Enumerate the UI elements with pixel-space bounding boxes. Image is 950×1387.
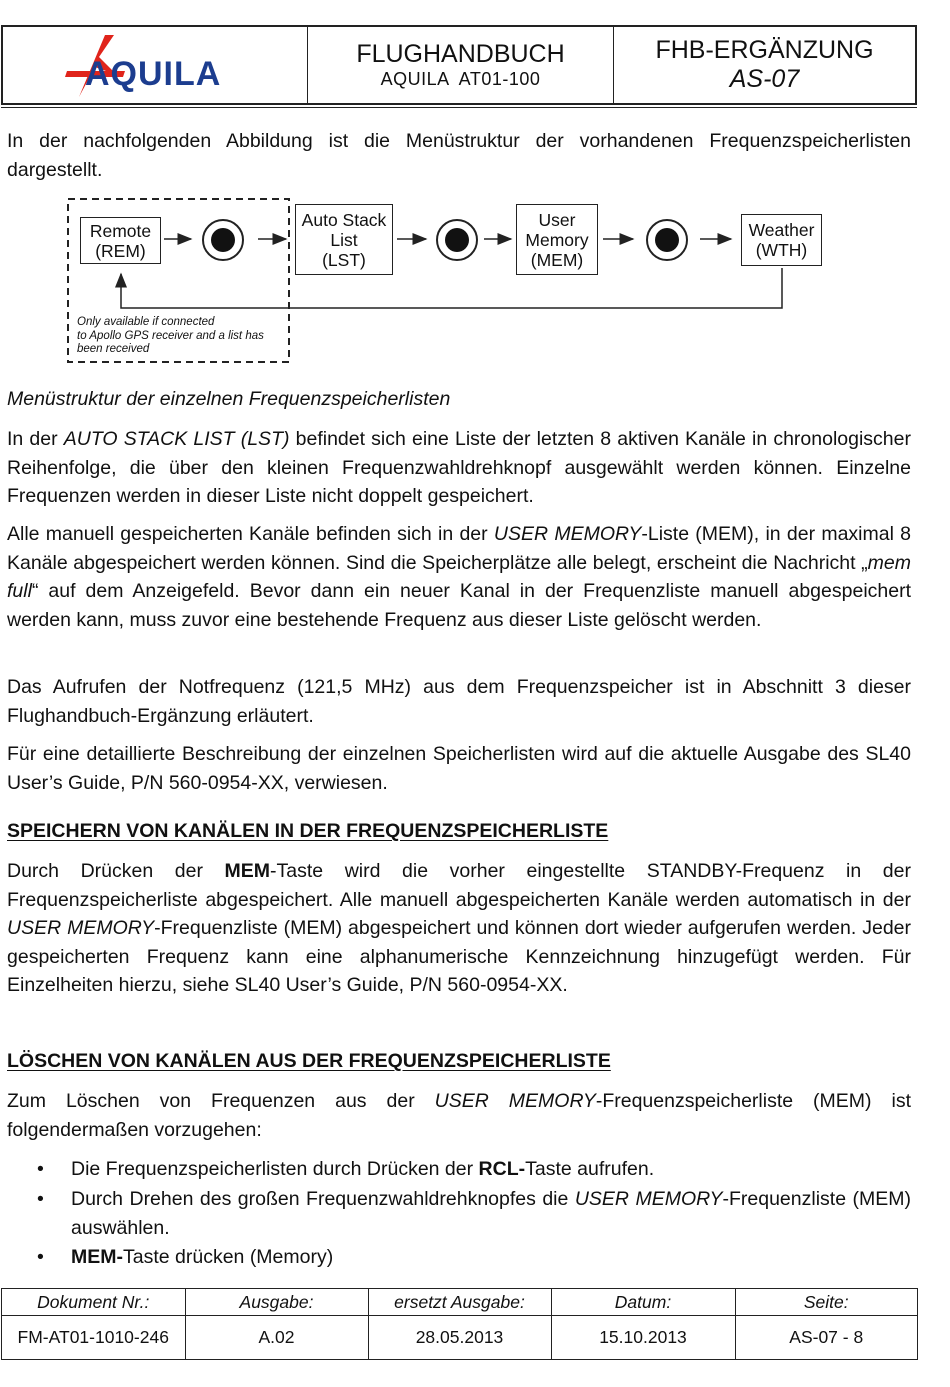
aquila-logo	[65, 27, 245, 103]
return-arrow	[121, 268, 782, 308]
footer-label-page: Seite:	[735, 1289, 917, 1316]
paragraph-delete-channels: Zum Löschen von Frequenzen aus der USER MEMORY-Frequenzspeicherliste (MEM) ist folgendermaßen vorzugehen:	[7, 1090, 911, 1141]
bullet-icon: •	[37, 1158, 44, 1180]
menu-structure-diagram	[0, 190, 950, 370]
list-item: • Durch Drehen des großen Frequenzwahldrehknopfes die USER MEMORY-Frequenzliste (MEM) auswählen.	[7, 1185, 911, 1243]
list-item: • Die Frequenzspeicherlisten durch Drücken der RCL-Taste aufrufen.	[7, 1155, 911, 1184]
knob-icon	[646, 219, 688, 261]
paragraph-save-channels: Durch Drücken der MEM-Taste wird die vorher eingestellte STANDBY-Frequenz in der Frequenzspeicherliste abgespeichert. Alle manuell abgespeicherten Kanäle werden automatisch in der USER MEMORY-Frequenzliste (MEM) abgespeichert und können dort wieder aufgerufen werden. Jeder gespeicherten Frequenz kann eine alphanumerische Kennzeichnung hinzugefügt werden. Für Einzelheiten hierzu, siehe SL40 User’s Guide, P/N 560-0954-XX.	[7, 860, 911, 996]
page-header	[1, 25, 917, 105]
paragraph-emergency-frequency: Das Aufrufen der Notfrequenz (121,5 MHz) aus dem Frequenzspeicher ist in Abschnitt 3 dieser Flughandbuch-Ergänzung erläutert.	[7, 676, 911, 727]
footer-label-issue: Ausgabe:	[185, 1289, 368, 1316]
availability-note: Only available if connected to Apollo GPS receiver and a list has been received	[77, 316, 264, 355]
heading-save-channels: SPEICHERN VON KANÄLEN IN DER FREQUENZSPEICHERLISTE	[7, 820, 609, 842]
manual-title: FLUGHANDBUCH	[356, 40, 565, 68]
footer-date: 15.10.2013	[551, 1316, 735, 1360]
footer-replaces-issue: 28.05.2013	[368, 1316, 551, 1360]
box-user-memory: User Memory (MEM)	[516, 204, 598, 275]
knob-icon	[202, 219, 244, 261]
footer-label-replaces: ersetzt Ausgabe:	[368, 1289, 551, 1316]
list-item: • MEM-Taste drücken (Memory)	[7, 1243, 911, 1272]
footer-label-date: Datum:	[551, 1289, 735, 1316]
paragraph-users-guide: Für eine detaillierte Beschreibung der einzelnen Speicherlisten wird auf die aktuelle Ausgabe des SL40 User’s Guide, P/N 560-0954-XX, verwiesen.	[7, 743, 911, 794]
bullet-icon: •	[37, 1246, 44, 1268]
logo-cell	[3, 27, 308, 103]
figure-caption: Menüstruktur der einzelnen Frequenzspeicherlisten	[7, 388, 451, 410]
supplement-id: AS-07	[729, 65, 800, 93]
heading-delete-channels: LÖSCHEN VON KANÄLEN AUS DER FREQUENZSPEICHERLISTE	[7, 1050, 611, 1072]
logo-text: AQUILA	[85, 55, 222, 93]
paragraph-user-memory: Alle manuell gespeicherten Kanäle befinden sich in der USER MEMORY-Liste (MEM), in der maximal 8 Kanäle abgespeichert werden können. Sind die Speicherplätze alle belegt, erscheint die Nachricht „mem full“ auf dem Anzeigefeld. Bevor dann ein neuer Kanal in der Frequenzliste manuell abgespeichert werden kann, muss zuvor eine bestehende Frequenz aus dieser Liste gelöscht werden.	[7, 523, 912, 631]
footer-issue: A.02	[185, 1316, 368, 1360]
page-footer	[1, 1288, 918, 1360]
footer-label-document: Dokument Nr.:	[2, 1289, 185, 1316]
manual-title-cell	[308, 27, 614, 103]
box-auto-stack-list: Auto Stack List (LST)	[295, 204, 393, 275]
knob-icon	[436, 219, 478, 261]
box-weather: Weather (WTH)	[741, 214, 822, 266]
supplement-cell	[614, 27, 915, 103]
box-remote: Remote (REM)	[80, 217, 161, 264]
intro-paragraph: In der nachfolgenden Abbildung ist die Menüstruktur der vorhandenen Frequenzspeicherlisten dargestellt.	[7, 130, 911, 181]
footer-document-number: FM-AT01-1010-246	[2, 1316, 185, 1360]
bullet-icon: •	[37, 1188, 44, 1210]
supplement-title: FHB-ERGÄNZUNG	[655, 36, 874, 64]
manual-subtitle: AQUILA AT01-100	[380, 69, 541, 89]
paragraph-auto-stack-list: In der AUTO STACK LIST (LST) befindet sich eine Liste der letzten 8 aktiven Kanäle in chronologischer Reihenfolge, die über den kleinen Frequenzwahldrehknopf ausgewählt werden können. Einzelne Frequenzen werden in dieser Liste nicht doppelt gespeichert.	[7, 428, 911, 507]
footer-page-number: AS-07 - 8	[735, 1316, 917, 1360]
